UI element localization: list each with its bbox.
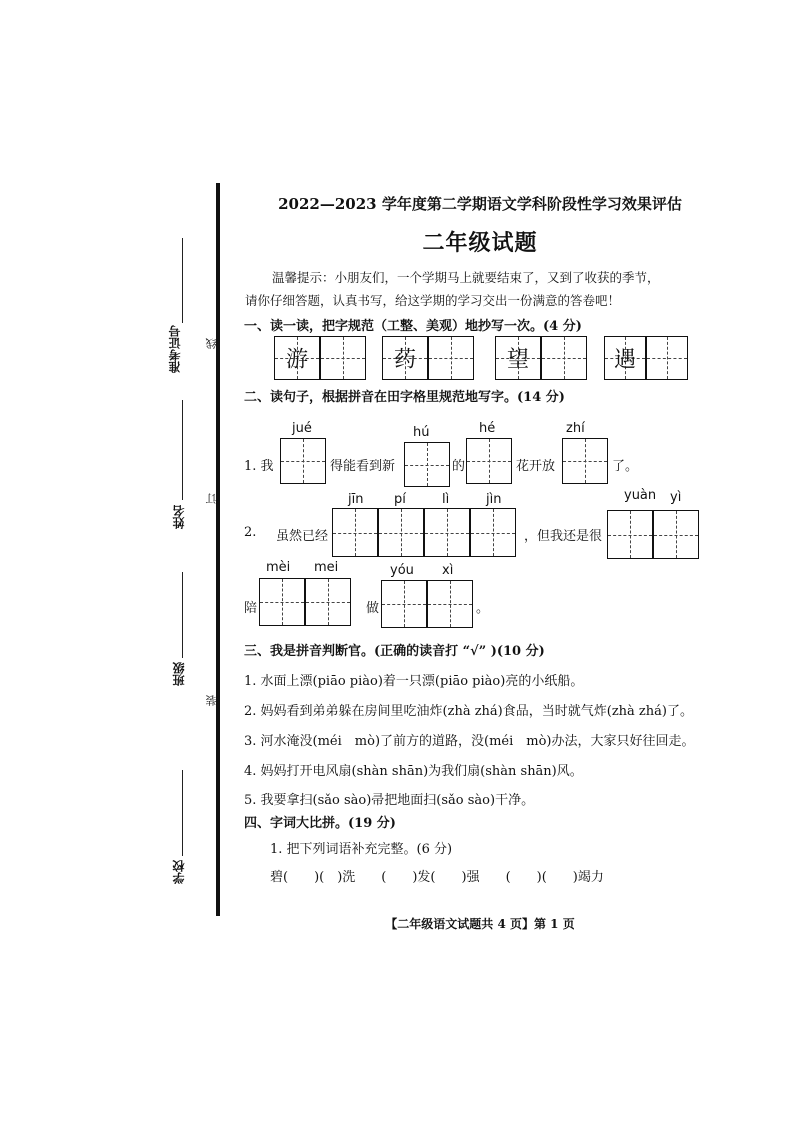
write-box[interactable] [653,510,699,559]
q3-item-2[interactable]: 2. 妈妈看到弟弟躲在房间里吃油炸(zhà zhá)食品，当时就气炸(zhà zhá)了。 [244,704,693,719]
sentence-2-text: ，但我还是很 [524,529,603,544]
pinyin: yóu [390,563,414,578]
write-box[interactable] [404,442,450,487]
exam-title: 2022—2023 学年度第二学期语文学科阶段性学习效果评估 [278,195,682,213]
notice-line-2: 请你仔细答题，认真书写，给这学期的学习交出一份满意的答卷吧！ [245,293,621,308]
q2-title: 二、读句子，根据拼音在田字格里规范地写字。(14 分) [244,390,565,405]
q1-box-3 [495,336,587,380]
sentence-1-text: 得能看到新 [330,459,396,474]
pinyin: lì [442,492,450,507]
q3-item-1[interactable]: 1. 水面上漂(piāo piào)着一只漂(piāo piào)亮的小纸船。 [244,674,584,689]
q1-box-2 [382,336,474,380]
q1-title: 一、读一读，把字规范（工整、美观）地抄写一次。(4 分) [244,319,582,334]
name-label: 姓名 [172,505,186,529]
write-box[interactable] [428,336,474,380]
pinyin: mèi [266,560,291,575]
write-box[interactable] [259,578,305,626]
sentence-1-text: 花开放 [516,459,556,474]
q3-item-3[interactable]: 3. 河水淹没(méi mò)了前方的道路，没(méi mò)办法，大家只好往回走。 [244,734,695,749]
write-box[interactable] [466,438,512,484]
write-box[interactable] [332,508,378,557]
exam-number-field[interactable] [182,238,183,323]
pinyin: pí [394,492,406,507]
pinyin: yuàn [624,488,657,503]
school-field[interactable] [182,770,183,856]
sentence-3-text: 做 [366,601,380,616]
pinyin: hé [479,421,496,436]
notice-line-1: 温馨提示：小朋友们，一个学期马上就要结束了，又到了收获的季节， [272,270,660,285]
binding-mark-xian: 线 [205,338,218,349]
model-char-box [604,336,646,380]
pinyin: mei [314,560,339,575]
sentence-2-boxes-b [607,510,699,559]
q1-box-1 [274,336,366,380]
q3-title: 三、我是拼音判断官。(正确的读音打 “√” )(10 分) [244,644,545,659]
binding-mark-ding: 订 [205,493,218,504]
write-box[interactable] [427,580,473,628]
sentence-2-boxes-a [332,508,516,557]
sentence-1-prefix: 1. 我 [244,459,274,474]
write-box[interactable] [646,336,688,380]
model-char: 望 [506,347,529,373]
write-box[interactable] [424,508,470,557]
model-char-box [274,336,320,380]
exam-number-label: 准考证号 [168,325,182,373]
write-box[interactable] [320,336,366,380]
class-field[interactable] [182,572,183,658]
sentence-2-prefix: 2. [244,525,257,540]
write-box[interactable] [305,578,351,626]
pinyin: xì [442,563,454,578]
sentence-2-text: 虽然已经 [276,529,329,544]
q4-title: 四、字词大比拼。(19 分) [244,816,396,831]
pinyin: jīn [348,492,364,507]
sentence-3-suffix: 。 [476,601,490,616]
write-box[interactable] [381,580,427,628]
exam-subtitle: 二年级试题 [422,230,538,256]
model-char: 遇 [613,347,636,373]
q3-item-5[interactable]: 5. 我要拿扫(sǎo sào)帚把地面扫(sǎo sào)干净。 [244,793,535,808]
write-box[interactable] [607,510,653,559]
write-box[interactable] [470,508,516,557]
pinyin: jìn [486,492,502,507]
write-box[interactable] [378,508,424,557]
q4-fill-words[interactable]: 碧( )( )洗 ( )发( )强 ( )( )竭力 [270,870,604,885]
binding-line [216,183,220,916]
model-char-box [382,336,428,380]
write-box[interactable] [541,336,587,380]
pinyin: yì [670,490,682,505]
pinyin: zhí [566,421,585,436]
binding-mark-zhuang: 装 [205,695,218,706]
sentence-1-suffix: 了。 [612,459,639,474]
sentence-1-text: 的 [452,459,466,474]
pinyin: hú [413,425,430,440]
q3-item-4[interactable]: 4. 妈妈打开电风扇(shàn shān)为我们扇(shàn shān)风。 [244,764,583,779]
write-box[interactable] [562,438,608,484]
model-char: 药 [393,347,416,373]
pinyin: jué [292,421,312,436]
school-label: 学校 [172,860,186,884]
page-footer: 【二年级语文试题共 4 页】第 1 页 [385,917,575,931]
sentence-3-prefix: 陪 [244,601,258,616]
sentence-3-boxes-a [259,578,351,626]
q4-sub-1: 1. 把下列词语补充完整。(6 分) [270,842,453,857]
sentence-3-boxes-b [381,580,473,628]
model-char-box [495,336,541,380]
write-box[interactable] [280,438,326,484]
class-label: 班级 [172,662,186,686]
q1-box-4 [604,336,688,380]
model-char: 游 [285,347,308,373]
name-field[interactable] [182,400,183,500]
